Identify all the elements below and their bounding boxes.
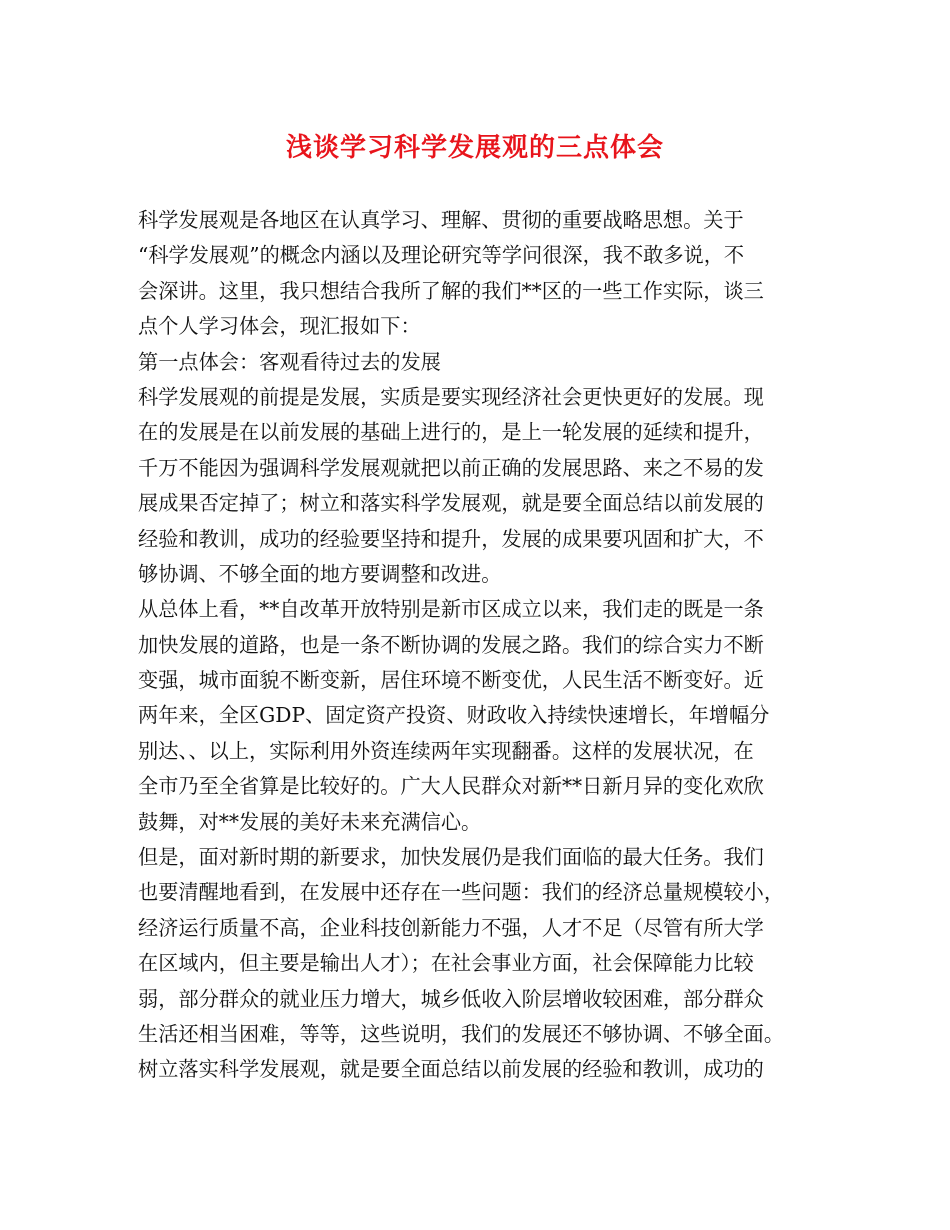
body-line: 科学发展观的前提是发展，实质是要实现经济社会更快更好的发展。现 xyxy=(138,384,764,409)
body-line: 点个人学习体会，现汇报如下： xyxy=(138,314,421,339)
body-line: 也要清醒地看到，在发展中还存在一些问题：我们的经济总量规模较小， xyxy=(138,880,785,905)
body-line: 在的发展是在以前发展的基础上进行的，是上一轮发展的延续和提升， xyxy=(138,420,764,445)
body-line: 树立落实科学发展观，就是要全面总结以前发展的经验和教训，成功的 xyxy=(138,1057,764,1082)
body-line: 会深讲。这里，我只想结合我所了解的我们**区的一些工作实际，谈三 xyxy=(138,278,764,303)
body-line: 鼓舞，对**发展的美好未来充满信心。 xyxy=(138,809,482,834)
body-line: 别达、、以上，实际利用外资连续两年实现翻番。这样的发展状况，在 xyxy=(138,738,754,763)
body-line: 全市乃至全省算是比较好的。广大人民群众对新**日新月异的变化欢欣 xyxy=(138,774,764,799)
section-heading: 第一点体会：客观看待过去的发展 xyxy=(138,349,441,374)
body-line: 生活还相当困难，等等，这些说明，我们的发展还不够协调、不够全面。 xyxy=(138,1021,785,1046)
body-line: 在区域内，但主要是输出人才）；在社会事业方面，社会保障能力比较 xyxy=(138,951,754,976)
body-line: 但是，面对新时期的新要求，加快发展仍是我们面临的最大任务。我们 xyxy=(138,845,764,870)
body-line: 变强，城市面貌不断变新，居住环境不断变优，人民生活不断变好。近 xyxy=(138,668,764,693)
document-title: 浅谈学习科学发展观的三点体会 xyxy=(285,133,664,163)
body-line: 弱，部分群众的就业压力增大，城乡低收入阶层增收较困难，部分群众 xyxy=(138,986,764,1011)
body-line: 经济运行质量不高，企业科技创新能力不强，人才不足（尽管有所大学 xyxy=(138,915,764,940)
body-line: 科学发展观是各地区在认真学习、理解、贯彻的重要战略思想。关于 xyxy=(138,208,744,232)
body-line: 经验和教训，成功的经验要坚持和提升，发展的成果要巩固和扩大，不 xyxy=(138,526,764,551)
body-line: 千万不能因为强调科学发展观就把以前正确的发展思路、来之不易的发 xyxy=(138,455,764,480)
body-line: 两年来，全区GDP、固定资产投资、财政收入持续快速增长，年增幅分 xyxy=(138,703,770,728)
body-line: 展成果否定掉了；树立和落实科学发展观，就是要全面总结以前发展的 xyxy=(138,491,764,516)
document-body xyxy=(138,203,828,1088)
body-line: 够协调、不够全面的地方要调整和改进。 xyxy=(138,561,502,586)
body-line: 从总体上看，**自改革开放特别是新市区成立以来，我们走的既是一条 xyxy=(138,597,764,622)
body-line: “科学发展观”的概念内涵以及理论研究等学问很深，我不敢多说，不 xyxy=(138,243,745,268)
body-line: 加快发展的道路，也是一条不断协调的发展之路。我们的综合实力不断 xyxy=(138,632,764,657)
